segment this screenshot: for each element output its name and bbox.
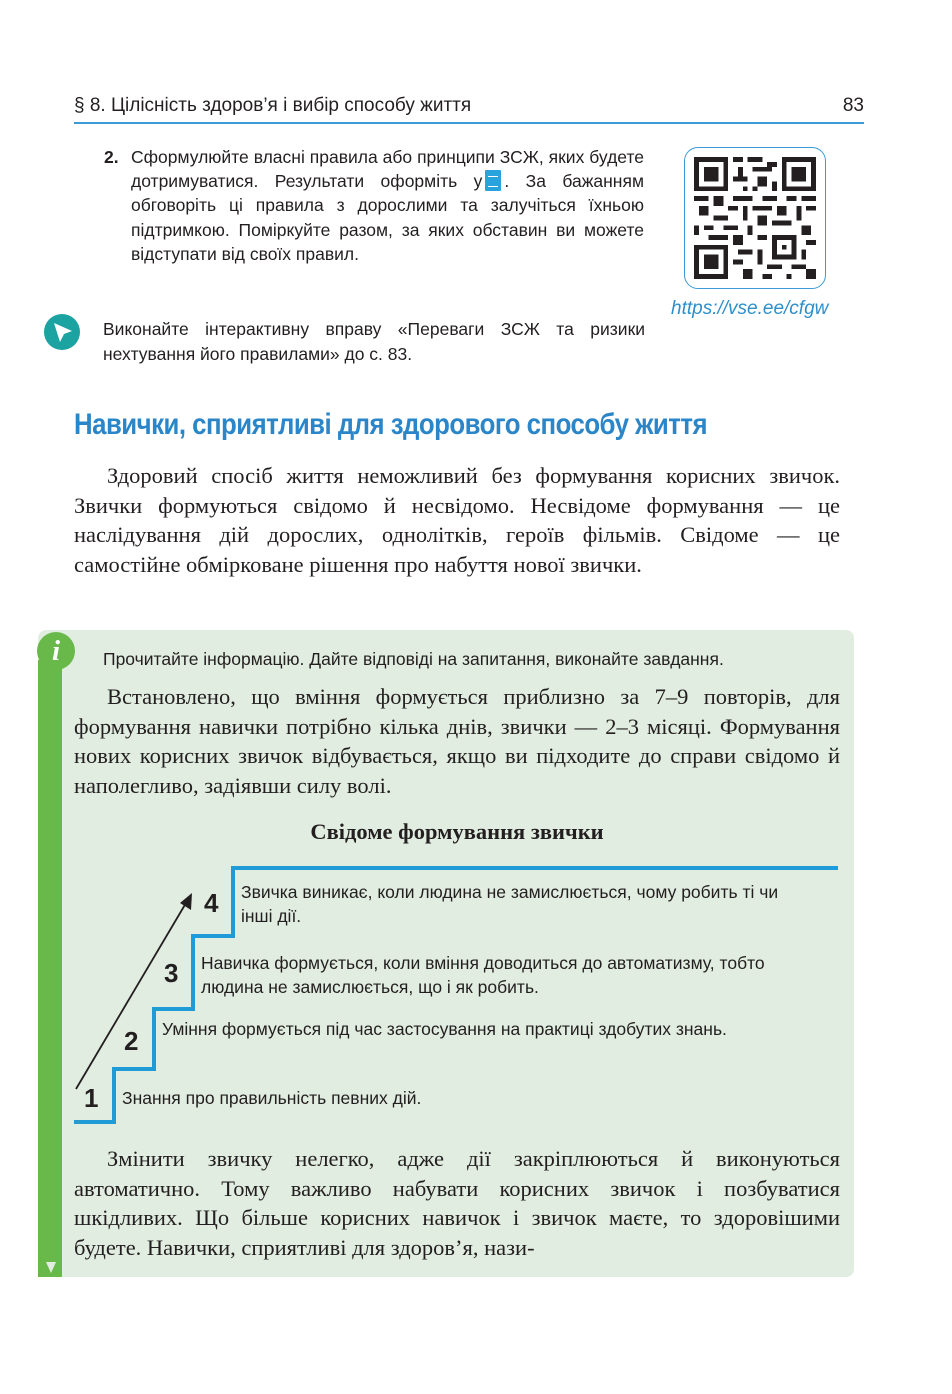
step-text-3: Навичка формується, коли вміння доводиться до автоматизму, тобто людина не замислюється, що і як робить. (201, 953, 765, 997)
section-paragraph: Здоровий спосіб життя неможливий без формування корисних звичок. Звички формуються свідомо й несвідомо. Несвідоме формування — це наслідування дій дорослих, однолітків, героїв фільмів. Свідоме — це самостійне обмірковане рішення про набуття нової звички. (74, 463, 840, 577)
step-number-4: 4 (204, 888, 219, 918)
step-number-1: 1 (84, 1083, 99, 1113)
interactive-exercise-text[interactable]: Виконайте інтерактивну вправу «Переваги ЗСЖ та ризики нехтування його правилами» до с. 83. (103, 319, 645, 364)
step-number-3: 3 (164, 958, 179, 988)
qr-link[interactable]: https://vse.ee/cfgw (671, 298, 829, 319)
step-text-1: Знання про правильність певних дій. (122, 1088, 422, 1108)
progress-arrow-head (180, 893, 192, 910)
header-title: § 8. Цілісність здоров’я і вибір способу життя (74, 95, 472, 116)
info-paragraph-1: Встановлено, що вміння формується приблизно за 7–9 повторів, для формування навички потрібно кілька днів, звички — 2–3 місяці. Формування нових корисних звичок відбувається, якщо ви підходите до справи свідомо й наполегливо, задіявши силу волі. (74, 684, 840, 798)
page-number: 83 (842, 95, 864, 116)
step-text-4: Звичка виникає, коли людина не замислюється, чому робить ті чи інші дії. (241, 882, 779, 926)
progress-arrow-line (76, 903, 186, 1089)
info-icon: i (37, 632, 75, 670)
step-number-2: 2 (124, 1026, 139, 1056)
diagram-title: Свідоме формування звички (310, 819, 604, 844)
task-text-part1: Сформулюйте власні правила або принципи ЗСЖ, яких будете дотримуватися. Результати оформіть у (131, 147, 644, 192)
section-title: Навички, сприятливі для здорового способу життя (74, 408, 708, 441)
info-paragraph-2: Змінити звичку нелегко, адже дії закріплюються й виконуються автоматично. Тому важливо набувати корисних звичок і позбуватися шкідливих. Що більше корисних навичок і звичок маєте, то здоровішими будете. Навички, сприятливі для здоров’я, нази- (74, 1146, 840, 1260)
info-instruction: Прочитайте інформацію. Дайте відповіді на запитання, виконайте завдання. (103, 649, 724, 669)
task-text-part2: . За бажанням обговоріть ці правила з дорослими та залучіться їхньою підтримкою. Поміркуйте разом, за яких обставин ви можете відступати від своїх правил. (131, 171, 644, 264)
step-text-2: Уміння формується під час застосування на практиці здобутих знань. (162, 1019, 727, 1039)
task-number: 2. (104, 147, 119, 167)
